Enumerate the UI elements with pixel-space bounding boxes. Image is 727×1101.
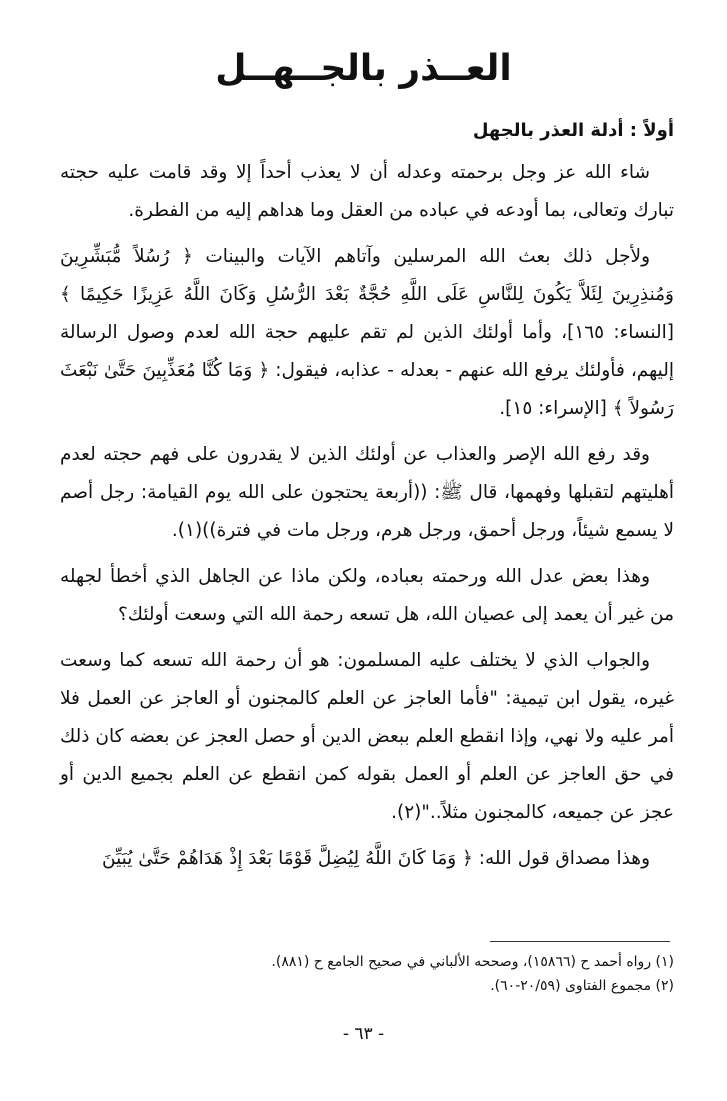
paragraph-5: والجواب الذي لا يختلف عليه المسلمون: هو أن رحمة الله تسعه كما وسعت غيره، يقول ابن تيمية: "فأما العاجز عن العلم كالمجنون أو العاجز عن العمل فلا أمر عليه ولا نهي، وإذا انقطع العلم ببعض الدين أو حصل العجز عن بعضه كان ذلك في حق العاجز عن العلم أو العمل بقوله كمن انقطع عن العلم بجميع الدين أو عجز عن جميعه، كالمجنون مثلاً.."(٢). xyxy=(60,650,674,823)
section-heading: أولاً : أدلة العذر بالجهل xyxy=(472,120,674,141)
paragraph-2: ولأجل ذلك بعث الله المرسلين وآتاهم الآيات والبينات ﴿ رُسُلاً مُّبَشِّرِينَ وَمُنذِرِينَ لِئَلاَّ يَكُونَ لِلنَّاسِ عَلَى اللَّهِ حُجَّةٌ بَعْدَ الرُّسُلِ وَكَانَ اللَّهُ عَزِيزًا حَكِيمًا ﴾ [النساء: ١٦٥]، وأما أولئك الذين لم تقم عليهم حجة الله لعدم وصول الرسالة إليهم، فأولئك يرفع الله عنهم - بعدله - عذابه، فيقول: ﴿ وَمَا كُنَّا مُعَذِّبِينَ حَتَّىٰ نَبْعَثَ رَسُولاً ﴾ [الإسراء: ١٥]. xyxy=(60,246,674,419)
footnote-divider xyxy=(490,941,670,942)
page-title: العــذر بالجــهــل xyxy=(215,48,512,89)
footnote-2: (٢) مجموع الفتاوى (٢٠/٥٩-٦٠). xyxy=(490,978,674,994)
main-text xyxy=(60,112,674,886)
footnote-1: (١) رواه أحمد ح (١٥٨٦٦)، وصححه الألباني في صحيح الجامع ح (٨٨١). xyxy=(271,954,674,970)
paragraph-6: وهذا مصداق قول الله: ﴿ وَمَا كَانَ اللَّهُ لِيُضِلَّ قَوْمًا بَعْدَ إِذْ هَدَاهُمْ حَتَّىٰ يُبَيِّنَ xyxy=(102,848,650,869)
paragraph-1: شاء الله عز وجل برحمته وعدله أن لا يعذب أحداً إلا وقد قامت عليه حجته تبارك وتعالى، بما أودعه في عباده من العقل وما هداهم إليه من الفطرة. xyxy=(60,162,674,221)
paragraph-4: وهذا بعض عدل الله ورحمته بعباده، ولكن ماذا عن الجاهل الذي أخطأ لجهله من غير أن يعمد إلى عصيان الله، هل تسعه رحمة الله التي وسعت أولئك؟ xyxy=(60,566,674,625)
footnotes xyxy=(60,950,674,998)
page-number: - ٦٣ - xyxy=(342,1024,385,1044)
paragraph-3: وقد رفع الله الإصر والعذاب عن أولئك الذين لا يقدرون على فهم حجته لعدم أهليتهم لتقبلها وفهمها، قال ﷺ: ((أربعة يحتجون على الله يوم القيامة: رجل أصم لا يسمع شيئاً، ورجل أحمق، ورجل هرم، ورجل مات في فترة))(١). xyxy=(60,444,674,541)
